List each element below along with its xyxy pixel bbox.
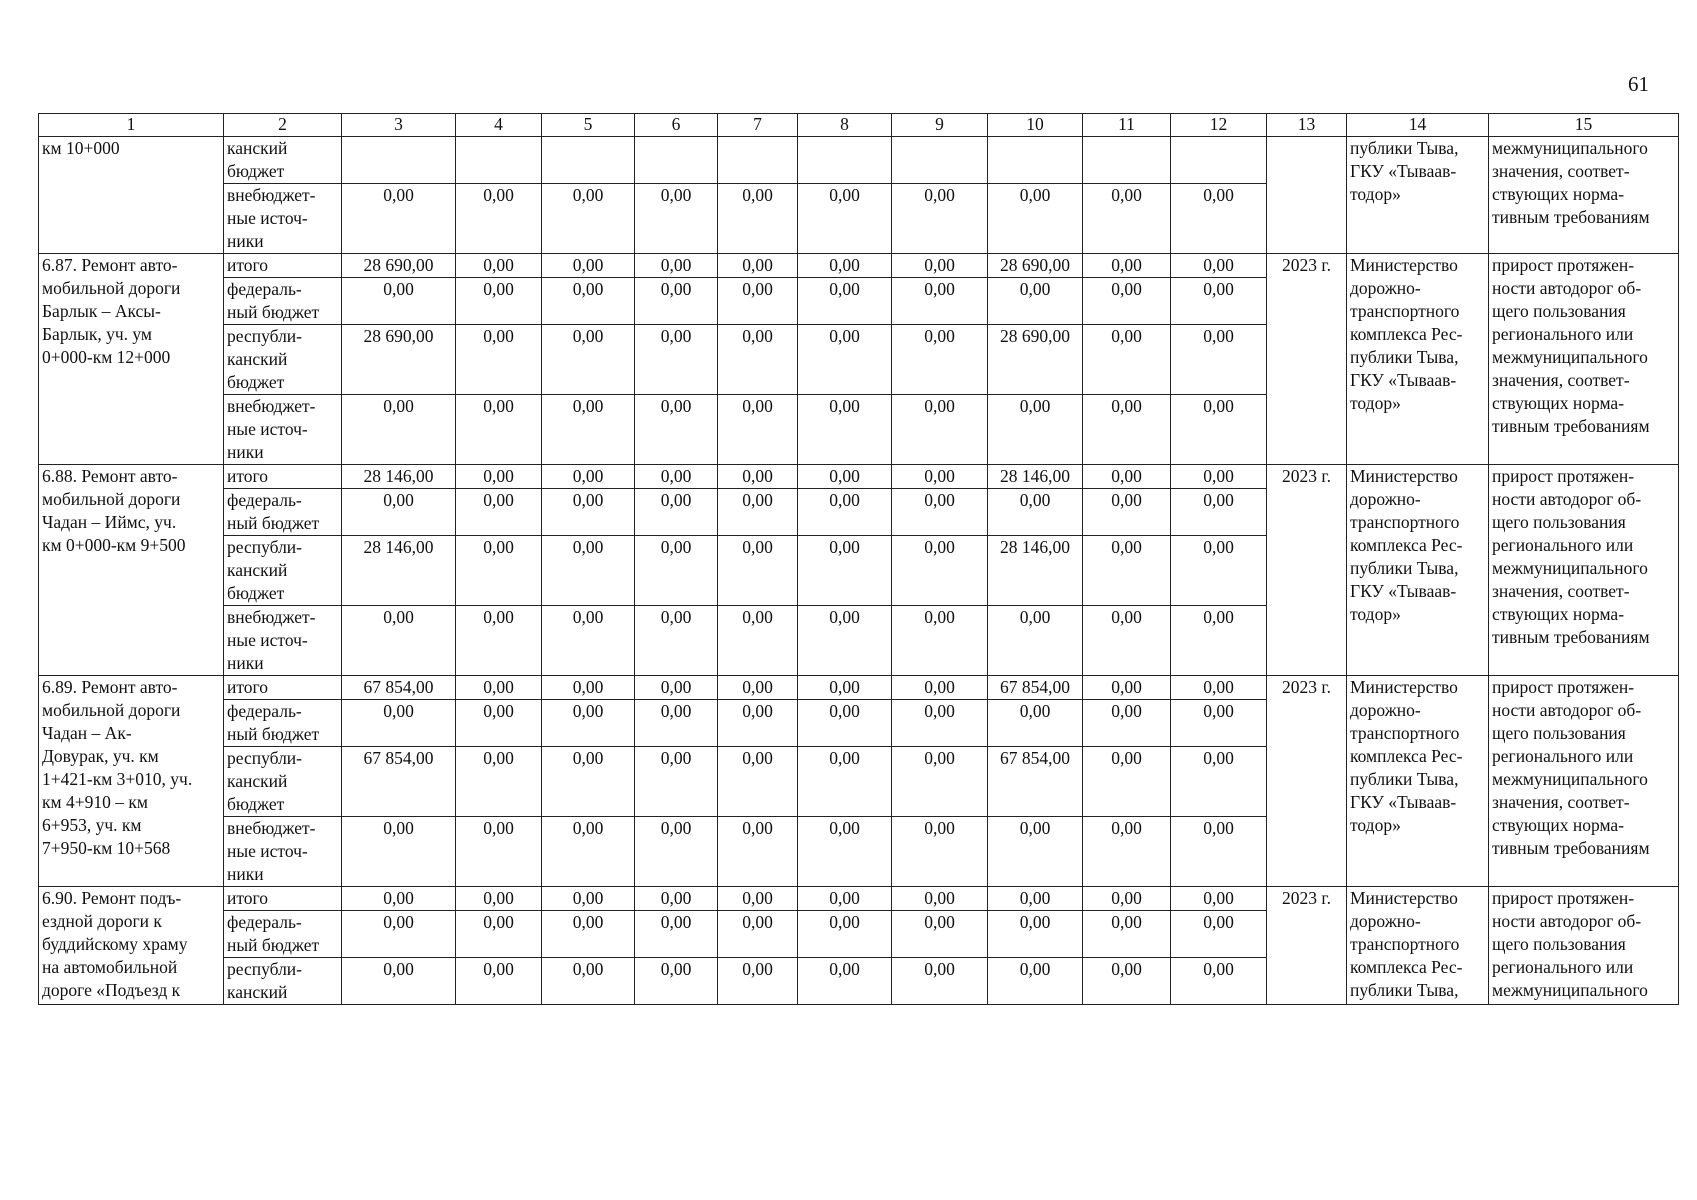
amount-cell: 0,00 <box>718 747 798 817</box>
amount-cell: 0,00 <box>1171 184 1267 254</box>
amount-cell: 0,00 <box>798 325 892 395</box>
amount-cell: 0,00 <box>542 278 635 325</box>
executor-cell: Министерство дорожно- транспортного комплекса Рес- публики Тыва, ГКУ «Тываав- тодор» <box>1347 676 1489 887</box>
amount-cell: 0,00 <box>456 325 542 395</box>
amount-cell: 0,00 <box>635 395 718 465</box>
amount-cell: 0,00 <box>635 184 718 254</box>
amount-cell: 0,00 <box>635 887 718 911</box>
column-header: 10 <box>988 114 1083 137</box>
amount-cell: 0,00 <box>1083 325 1171 395</box>
amount-cell: 0,00 <box>542 887 635 911</box>
amount-cell <box>342 137 456 184</box>
amount-cell: 0,00 <box>342 817 456 887</box>
funding-source-cell: федераль- ный бюджет <box>224 911 342 958</box>
amount-cell: 0,00 <box>635 817 718 887</box>
amount-cell: 28 690,00 <box>988 254 1083 278</box>
amount-cell: 0,00 <box>892 395 988 465</box>
amount-cell: 67 854,00 <box>988 676 1083 700</box>
amount-cell: 0,00 <box>892 747 988 817</box>
amount-cell: 0,00 <box>798 887 892 911</box>
amount-cell: 0,00 <box>892 676 988 700</box>
column-header: 12 <box>1171 114 1267 137</box>
amount-cell: 0,00 <box>542 700 635 747</box>
amount-cell: 0,00 <box>798 747 892 817</box>
amount-cell: 0,00 <box>542 536 635 606</box>
amount-cell: 0,00 <box>1171 958 1267 1005</box>
column-header: 7 <box>718 114 798 137</box>
amount-cell: 0,00 <box>1171 676 1267 700</box>
amount-cell: 0,00 <box>635 606 718 676</box>
funding-source-cell: федераль- ный бюджет <box>224 489 342 536</box>
measure-name-cell: 6.87. Ремонт авто- мобильной дороги Барлык – Аксы- Барлык, уч. ум 0+000-км 12+000 <box>39 254 224 465</box>
amount-cell: 0,00 <box>542 395 635 465</box>
funding-source-cell: республи- канский бюджет <box>224 536 342 606</box>
amount-cell: 28 690,00 <box>342 254 456 278</box>
amount-cell: 0,00 <box>1083 700 1171 747</box>
amount-cell: 0,00 <box>718 958 798 1005</box>
amount-cell: 0,00 <box>718 465 798 489</box>
amount-cell: 0,00 <box>342 395 456 465</box>
funding-source-cell: итого <box>224 887 342 911</box>
amount-cell <box>635 137 718 184</box>
amount-cell: 0,00 <box>892 817 988 887</box>
funding-source-cell: федераль- ный бюджет <box>224 700 342 747</box>
amount-cell: 0,00 <box>542 911 635 958</box>
funding-source-cell: внебюджет- ные источ- ники <box>224 184 342 254</box>
table-row <box>39 887 1679 911</box>
amount-cell: 0,00 <box>718 887 798 911</box>
amount-cell: 0,00 <box>342 911 456 958</box>
amount-cell: 0,00 <box>1171 278 1267 325</box>
amount-cell: 0,00 <box>1171 465 1267 489</box>
amount-cell: 0,00 <box>635 700 718 747</box>
column-header: 8 <box>798 114 892 137</box>
amount-cell: 0,00 <box>1083 958 1171 1005</box>
amount-cell: 28 690,00 <box>988 325 1083 395</box>
column-header: 9 <box>892 114 988 137</box>
table-body <box>39 137 1679 1005</box>
amount-cell: 0,00 <box>798 911 892 958</box>
amount-cell <box>542 137 635 184</box>
amount-cell: 0,00 <box>542 254 635 278</box>
page-number: 61 <box>1628 72 1649 96</box>
column-header: 13 <box>1267 114 1347 137</box>
table-row <box>39 676 1679 700</box>
amount-cell: 0,00 <box>635 254 718 278</box>
amount-cell <box>892 137 988 184</box>
measure-name-cell: км 10+000 <box>39 137 224 254</box>
amount-cell: 0,00 <box>892 606 988 676</box>
executor-cell: Министерство дорожно- транспортного комплекса Рес- публики Тыва, <box>1347 887 1489 1005</box>
amount-cell: 0,00 <box>718 700 798 747</box>
amount-cell: 0,00 <box>635 958 718 1005</box>
amount-cell: 0,00 <box>635 489 718 536</box>
result-cell: прирост протяжен- ности автодорог об- щего пользования регионального или межмуниципального <box>1489 887 1679 1005</box>
amount-cell: 0,00 <box>456 395 542 465</box>
amount-cell <box>798 137 892 184</box>
amount-cell: 67 854,00 <box>342 747 456 817</box>
year-cell: 2023 г. <box>1267 254 1347 465</box>
amount-cell: 0,00 <box>456 254 542 278</box>
measure-name-cell: 6.90. Ремонт подъ- ездной дороги к буддийскому храму на автомобильной дороге «Подъезд к <box>39 887 224 1005</box>
amount-cell: 0,00 <box>718 489 798 536</box>
funding-source-cell: итого <box>224 676 342 700</box>
amount-cell: 0,00 <box>456 536 542 606</box>
amount-cell: 0,00 <box>635 465 718 489</box>
funding-source-cell: внебюджет- ные источ- ники <box>224 606 342 676</box>
executor-cell: Министерство дорожно- транспортного комплекса Рес- публики Тыва, ГКУ «Тываав- тодор» <box>1347 465 1489 676</box>
executor-cell: публики Тыва, ГКУ «Тываав- тодор» <box>1347 137 1489 254</box>
year-cell: 2023 г. <box>1267 465 1347 676</box>
amount-cell: 0,00 <box>542 676 635 700</box>
amount-cell: 0,00 <box>542 465 635 489</box>
amount-cell: 0,00 <box>1083 606 1171 676</box>
amount-cell: 0,00 <box>456 676 542 700</box>
amount-cell: 0,00 <box>635 325 718 395</box>
amount-cell: 0,00 <box>1083 395 1171 465</box>
amount-cell: 0,00 <box>1083 911 1171 958</box>
amount-cell: 0,00 <box>892 254 988 278</box>
amount-cell: 0,00 <box>635 676 718 700</box>
amount-cell <box>1171 137 1267 184</box>
executor-cell: Министерство дорожно- транспортного комплекса Рес- публики Тыва, ГКУ «Тываав- тодор» <box>1347 254 1489 465</box>
amount-cell: 0,00 <box>1083 489 1171 536</box>
amount-cell: 0,00 <box>892 465 988 489</box>
funding-source-cell: республи- канский <box>224 958 342 1005</box>
amount-cell: 0,00 <box>1083 676 1171 700</box>
funding-source-cell: республи- канский бюджет <box>224 325 342 395</box>
amount-cell: 0,00 <box>1171 489 1267 536</box>
amount-cell: 0,00 <box>718 325 798 395</box>
amount-cell: 0,00 <box>542 325 635 395</box>
year-cell <box>1267 137 1347 254</box>
amount-cell: 0,00 <box>456 887 542 911</box>
amount-cell: 0,00 <box>1171 911 1267 958</box>
amount-cell: 0,00 <box>798 278 892 325</box>
amount-cell: 0,00 <box>1171 700 1267 747</box>
budget-table <box>38 113 1679 1005</box>
amount-cell: 0,00 <box>342 184 456 254</box>
amount-cell: 28 146,00 <box>988 465 1083 489</box>
amount-cell: 0,00 <box>718 536 798 606</box>
amount-cell: 0,00 <box>635 747 718 817</box>
amount-cell: 28 146,00 <box>342 465 456 489</box>
amount-cell: 0,00 <box>798 254 892 278</box>
amount-cell: 0,00 <box>798 676 892 700</box>
amount-cell: 0,00 <box>1171 325 1267 395</box>
amount-cell: 0,00 <box>988 700 1083 747</box>
amount-cell: 0,00 <box>542 489 635 536</box>
amount-cell: 0,00 <box>1083 254 1171 278</box>
amount-cell: 0,00 <box>718 184 798 254</box>
amount-cell: 0,00 <box>456 489 542 536</box>
amount-cell: 0,00 <box>1171 887 1267 911</box>
funding-source-cell: внебюджет- ные источ- ники <box>224 817 342 887</box>
column-header: 11 <box>1083 114 1171 137</box>
table-row <box>39 137 1679 184</box>
column-header: 14 <box>1347 114 1489 137</box>
amount-cell: 0,00 <box>718 395 798 465</box>
amount-cell: 0,00 <box>892 278 988 325</box>
amount-cell: 0,00 <box>988 278 1083 325</box>
amount-cell <box>1083 137 1171 184</box>
column-header: 6 <box>635 114 718 137</box>
amount-cell <box>718 137 798 184</box>
funding-source-cell: итого <box>224 254 342 278</box>
amount-cell: 0,00 <box>988 817 1083 887</box>
amount-cell: 0,00 <box>1083 817 1171 887</box>
amount-cell: 0,00 <box>342 887 456 911</box>
result-cell: прирост протяжен- ности автодорог об- щего пользования регионального или межмуниципального значения, соответ- ствующих норма- тивным требованиям <box>1489 676 1679 887</box>
amount-cell: 0,00 <box>798 700 892 747</box>
amount-cell: 0,00 <box>798 958 892 1005</box>
amount-cell: 0,00 <box>456 184 542 254</box>
funding-source-cell: канский бюджет <box>224 137 342 184</box>
amount-cell: 0,00 <box>1083 465 1171 489</box>
amount-cell <box>988 137 1083 184</box>
amount-cell: 0,00 <box>988 911 1083 958</box>
amount-cell: 0,00 <box>988 395 1083 465</box>
amount-cell: 0,00 <box>542 606 635 676</box>
amount-cell: 0,00 <box>718 676 798 700</box>
amount-cell: 0,00 <box>342 700 456 747</box>
funding-source-cell: итого <box>224 465 342 489</box>
year-cell: 2023 г. <box>1267 676 1347 887</box>
amount-cell: 0,00 <box>1083 887 1171 911</box>
amount-cell: 0,00 <box>892 958 988 1005</box>
table-row <box>39 465 1679 489</box>
amount-cell: 0,00 <box>542 817 635 887</box>
amount-cell: 0,00 <box>456 700 542 747</box>
amount-cell: 0,00 <box>798 184 892 254</box>
amount-cell: 0,00 <box>456 747 542 817</box>
amount-cell: 0,00 <box>892 184 988 254</box>
amount-cell: 0,00 <box>342 489 456 536</box>
amount-cell: 0,00 <box>542 184 635 254</box>
amount-cell: 0,00 <box>1083 184 1171 254</box>
amount-cell: 0,00 <box>1171 747 1267 817</box>
table-row <box>39 254 1679 278</box>
amount-cell: 0,00 <box>892 887 988 911</box>
amount-cell: 28 146,00 <box>342 536 456 606</box>
result-cell: прирост протяжен- ности автодорог об- щего пользования регионального или межмуниципального значения, соответ- ствующих норма- тивным требованиям <box>1489 254 1679 465</box>
amount-cell: 0,00 <box>456 817 542 887</box>
amount-cell: 0,00 <box>635 278 718 325</box>
measure-name-cell: 6.89. Ремонт авто- мобильной дороги Чадан – Ак- Довурак, уч. км 1+421-км 3+010, уч. км 4+910 – км 6+953, уч. км 7+950-км 10+568 <box>39 676 224 887</box>
amount-cell: 0,00 <box>342 958 456 1005</box>
funding-source-cell: федераль- ный бюджет <box>224 278 342 325</box>
amount-cell: 0,00 <box>1171 606 1267 676</box>
amount-cell: 67 854,00 <box>988 747 1083 817</box>
amount-cell: 0,00 <box>342 278 456 325</box>
amount-cell: 0,00 <box>1171 536 1267 606</box>
result-cell: межмуниципального значения, соответ- ствующих норма- тивным требованиям <box>1489 137 1679 254</box>
result-cell: прирост протяжен- ности автодорог об- щего пользования регионального или межмуниципального значения, соответ- ствующих норма- тивным требованиям <box>1489 465 1679 676</box>
amount-cell: 0,00 <box>892 536 988 606</box>
amount-cell: 0,00 <box>542 747 635 817</box>
amount-cell: 0,00 <box>798 606 892 676</box>
amount-cell: 0,00 <box>798 395 892 465</box>
amount-cell: 0,00 <box>892 489 988 536</box>
funding-source-cell: республи- канский бюджет <box>224 747 342 817</box>
year-cell: 2023 г. <box>1267 887 1347 1005</box>
column-header: 5 <box>542 114 635 137</box>
amount-cell: 0,00 <box>456 606 542 676</box>
amount-cell: 28 690,00 <box>342 325 456 395</box>
amount-cell: 0,00 <box>342 606 456 676</box>
amount-cell: 0,00 <box>798 489 892 536</box>
amount-cell: 0,00 <box>988 887 1083 911</box>
amount-cell: 0,00 <box>892 911 988 958</box>
amount-cell: 0,00 <box>798 536 892 606</box>
amount-cell: 0,00 <box>1171 395 1267 465</box>
column-header: 15 <box>1489 114 1679 137</box>
amount-cell: 67 854,00 <box>342 676 456 700</box>
amount-cell: 0,00 <box>1083 536 1171 606</box>
amount-cell: 0,00 <box>892 700 988 747</box>
amount-cell: 0,00 <box>798 465 892 489</box>
amount-cell: 0,00 <box>718 606 798 676</box>
amount-cell: 0,00 <box>988 489 1083 536</box>
funding-source-cell: внебюджет- ные источ- ники <box>224 395 342 465</box>
column-number-row <box>39 114 1679 137</box>
amount-cell: 0,00 <box>1171 254 1267 278</box>
column-header: 1 <box>39 114 224 137</box>
amount-cell: 0,00 <box>542 958 635 1005</box>
amount-cell: 0,00 <box>456 278 542 325</box>
amount-cell: 0,00 <box>988 958 1083 1005</box>
amount-cell: 0,00 <box>988 184 1083 254</box>
amount-cell: 0,00 <box>988 606 1083 676</box>
amount-cell: 0,00 <box>635 911 718 958</box>
amount-cell: 0,00 <box>892 325 988 395</box>
amount-cell: 0,00 <box>798 817 892 887</box>
amount-cell: 0,00 <box>718 911 798 958</box>
column-header: 3 <box>342 114 456 137</box>
column-header: 4 <box>456 114 542 137</box>
amount-cell: 0,00 <box>456 958 542 1005</box>
amount-cell: 0,00 <box>1083 747 1171 817</box>
amount-cell: 28 146,00 <box>988 536 1083 606</box>
amount-cell: 0,00 <box>456 465 542 489</box>
amount-cell: 0,00 <box>718 254 798 278</box>
amount-cell: 0,00 <box>1083 278 1171 325</box>
amount-cell: 0,00 <box>456 911 542 958</box>
amount-cell: 0,00 <box>718 278 798 325</box>
amount-cell: 0,00 <box>718 817 798 887</box>
amount-cell: 0,00 <box>635 536 718 606</box>
amount-cell <box>456 137 542 184</box>
measure-name-cell: 6.88. Ремонт авто- мобильной дороги Чадан – Иймс, уч. км 0+000-км 9+500 <box>39 465 224 676</box>
amount-cell: 0,00 <box>1171 817 1267 887</box>
column-header: 2 <box>224 114 342 137</box>
